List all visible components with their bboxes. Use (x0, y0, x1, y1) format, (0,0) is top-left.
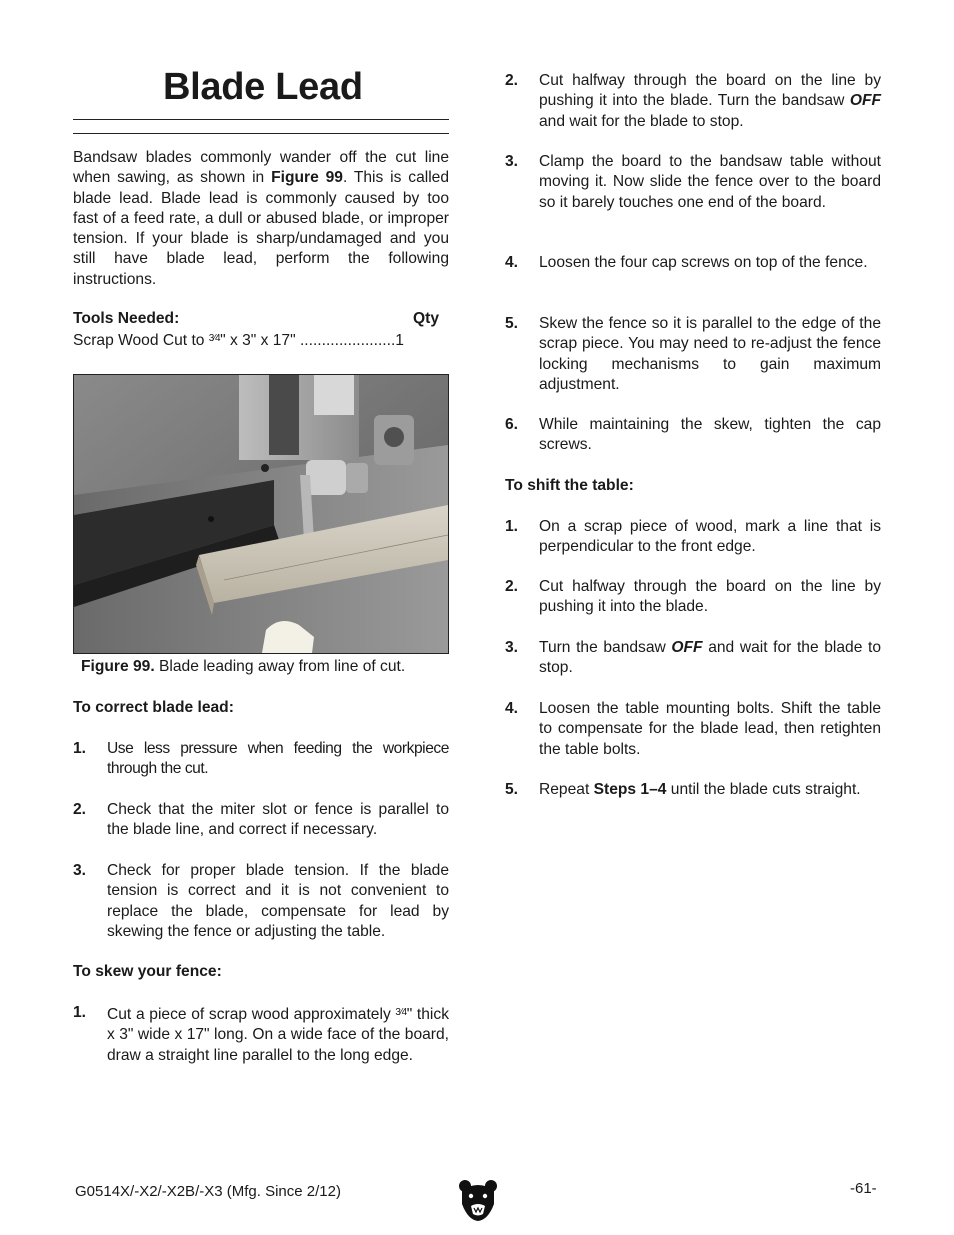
step-fraction: 3⁄4 (395, 1007, 407, 1018)
step-text: and wait for the blade to stop. (539, 112, 744, 130)
shift-step-2 (505, 577, 881, 618)
step-text: Check that the miter slot or fence is parallel to the blade line, and correct if necessary. (107, 801, 449, 839)
step-number: 1. (73, 1004, 87, 1021)
step-text: Repeat (539, 781, 594, 798)
intro-text-1: Bandsaw blades commonly wander off the cut line when sawing, as shown in (73, 149, 449, 187)
figure-99-photo (73, 374, 449, 654)
tools-item-prefix: Scrap Wood Cut to (73, 332, 209, 349)
step-number: 3. (73, 862, 87, 879)
step-text: " thick x 3" wide x 17" long. On a wide face of the board, draw a straight line parallel to the long edge. (107, 1006, 449, 1064)
off-emphasis: OFF (849, 92, 881, 110)
step-number: 4. (505, 254, 519, 271)
skew-step-5 (505, 314, 881, 395)
step-number: 1. (73, 740, 87, 757)
tools-item-suffix: " x 3" x 17" ......................1 (220, 332, 404, 349)
skew-fence-heading: To skew your fence: (73, 963, 222, 980)
intro-paragraph (73, 148, 449, 290)
intro-text-2: . This is called blade lead. Blade lead is commonly caused by too fast of a feed rate, a dull or abused blade, or improper tension. If your blade is sharp/undamaged and you still have blade lead, perform the following instructions. (73, 169, 450, 288)
step-text: Loosen the four cap screws on top of the fence. (539, 254, 868, 271)
step-number: 3. (505, 153, 519, 170)
step-number: 4. (505, 700, 519, 717)
skew-step-2 (505, 71, 881, 132)
step-number: 3. (505, 639, 519, 656)
tools-item-fraction: 3⁄4 (208, 333, 221, 344)
shift-step-4 (505, 699, 881, 760)
step-text: On a scrap piece of wood, mark a line that is perpendicular to the front edge. (539, 518, 881, 556)
step-number: 2. (505, 72, 519, 89)
correct-blade-lead-heading: To correct blade lead: (73, 699, 234, 716)
shift-step-3 (505, 638, 881, 679)
step-text: Cut halfway through the board on the line by pushing it into the blade. (539, 578, 881, 616)
step-text: Check for proper blade tension. If the blade tension is correct and it is not convenient to replace the blade, compensate for lead by skewing the fence or adjusting the table. (107, 862, 449, 940)
figure-caption (81, 657, 405, 677)
step-text: Use less pressure when feeding the workpiece through the cut. (107, 740, 449, 778)
step-text: and wait for the blade to stop. (539, 639, 881, 677)
step-text: Loosen the table mounting bolts. Shift the table to compensate for the blade lead, then retighten the table bolts. (539, 700, 881, 758)
step-text: until the blade cuts straight. (666, 781, 861, 798)
skew-step-1 (73, 1003, 449, 1066)
skew-step-3 (505, 152, 881, 213)
tools-item (73, 329, 445, 351)
step-text: Cut halfway through the board on the line by pushing it into the blade. Turn the bandsaw (539, 72, 881, 110)
skew-step-4 (505, 253, 881, 273)
figure-reference: Figure 99 (271, 169, 343, 187)
tools-needed-header (73, 309, 439, 329)
step-number: 5. (505, 781, 519, 798)
page-title: Blade Lead (163, 66, 363, 108)
off-emphasis: OFF (671, 639, 703, 656)
correct-step-3 (73, 861, 449, 942)
step-text: While maintaining the skew, tighten the cap screws. (539, 416, 881, 454)
steps-reference: Steps 1–4 (593, 781, 667, 798)
tools-needed-label: Tools Needed: (73, 310, 180, 327)
figure-caption-text: Blade leading away from line of cut. (154, 658, 406, 675)
step-number: 6. (505, 416, 519, 433)
step-number: 2. (73, 801, 87, 818)
correct-step-1 (73, 739, 449, 780)
shift-step-1 (505, 517, 881, 558)
step-number: 5. (505, 315, 519, 332)
skew-step-6 (505, 415, 881, 456)
qty-label: Qty (413, 310, 439, 327)
shift-table-heading: To shift the table: (505, 477, 634, 494)
step-text: Clamp the board to the bandsaw table without moving it. Now slide the fence over to the board so it barely touches one end of the board. (539, 153, 881, 211)
shift-step-5 (505, 780, 881, 800)
step-text: Cut a piece of scrap wood approximately (107, 1006, 396, 1023)
step-number: 2. (505, 578, 519, 595)
step-number: 1. (505, 518, 519, 535)
page-number: -61- (850, 1180, 877, 1197)
bear-logo-icon (458, 1178, 498, 1222)
correct-step-2 (73, 800, 449, 841)
step-text: Skew the fence so it is parallel to the edge of the scrap piece. You may need to re-adjust the fence locking mechanisms to gain maximum adjustment. (539, 315, 881, 393)
title-divider (73, 119, 449, 134)
step-text: Turn the bandsaw (539, 639, 672, 656)
footer-model: G0514X/-X2/-X2B/-X3 (Mfg. Since 2/12) (75, 1183, 341, 1200)
figure-caption-label: Figure 99. (81, 658, 155, 675)
